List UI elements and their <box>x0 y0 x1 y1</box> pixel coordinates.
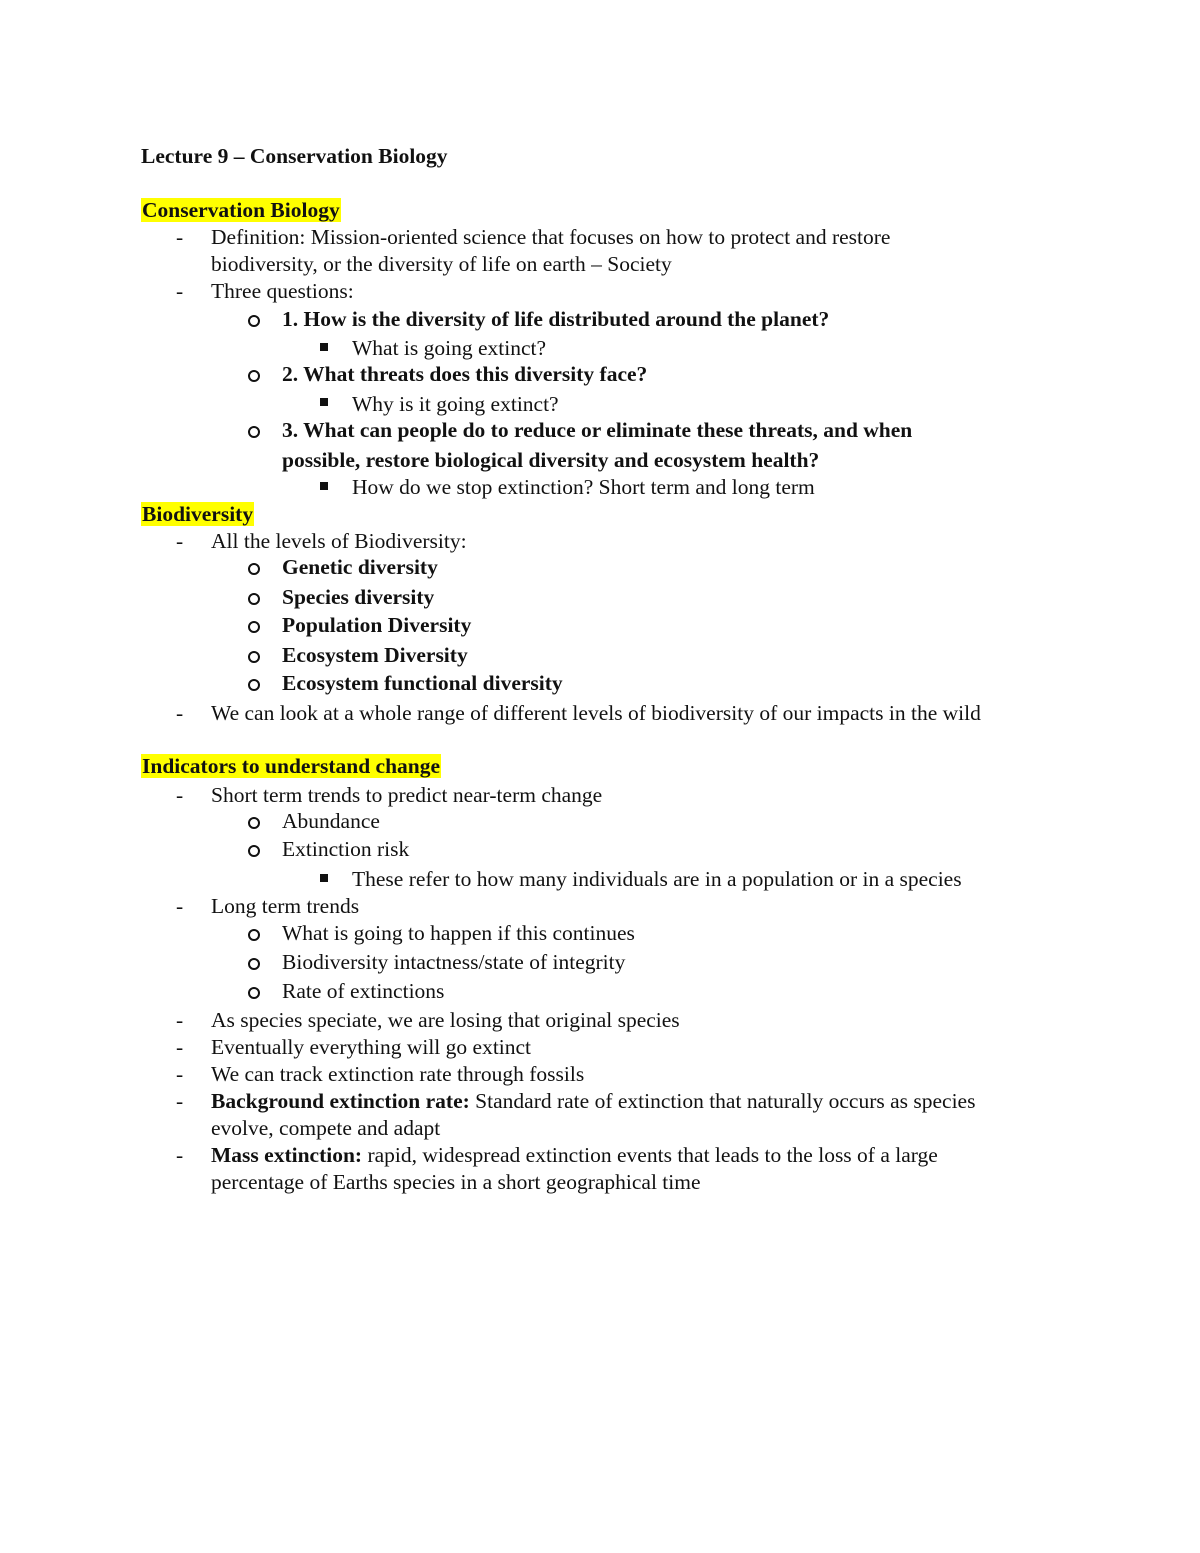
question-2: 2. What threats does this diversity face? <box>282 362 648 386</box>
circle-bullet-icon <box>248 817 260 829</box>
biodiversity-level: Genetic diversity <box>282 555 438 579</box>
list-item: Long term trends <box>211 894 360 918</box>
dash-bullet: - <box>176 1035 184 1059</box>
list-item: All the levels of Biodiversity: <box>211 529 467 553</box>
list-item: Eventually everything will go extinct <box>211 1035 532 1059</box>
list-item-continuation: biodiversity, or the diversity of life on earth – Society <box>211 252 672 276</box>
sub-item: How do we stop extinction? Short term and long term <box>352 475 815 499</box>
term: Background extinction rate: <box>211 1089 470 1113</box>
dash-bullet: - <box>176 894 184 918</box>
list-item: Definition: Mission-oriented science that focuses on how to protect and restore <box>211 225 891 249</box>
section-heading-indicators: Indicators to understand change <box>142 754 441 778</box>
section-heading-biodiversity: Biodiversity <box>142 502 254 526</box>
dash-bullet: - <box>176 1062 184 1086</box>
term: Mass extinction: <box>211 1143 363 1167</box>
sub-sub-item: These refer to how many individuals are in a population or in a species <box>352 867 962 891</box>
square-bullet-icon <box>320 482 328 490</box>
circle-bullet-icon <box>248 987 260 999</box>
sub-item: Rate of extinctions <box>282 979 445 1003</box>
sub-item: What is going to happen if this continues <box>282 921 635 945</box>
page-title: Lecture 9 – Conservation Biology <box>141 144 448 168</box>
circle-bullet-icon <box>248 958 260 970</box>
dash-bullet: - <box>176 783 184 807</box>
section-heading-conservation-biology: Conservation Biology <box>142 198 340 222</box>
sub-item: What is going extinct? <box>352 336 547 360</box>
dash-bullet: - <box>176 529 184 553</box>
circle-bullet-icon <box>248 621 260 633</box>
biodiversity-level: Ecosystem Diversity <box>282 643 468 667</box>
circle-bullet-icon <box>248 845 260 857</box>
square-bullet-icon <box>320 874 328 882</box>
dash-bullet: - <box>176 279 184 303</box>
list-item: We can look at a whole range of different levels of biodiversity of our impacts in the wild <box>211 701 981 725</box>
definition-text: Standard rate of extinction that naturally occurs as species <box>469 1089 976 1113</box>
definition-continuation: percentage of Earths species in a short geographical time <box>211 1170 701 1194</box>
sub-item: Why is it going extinct? <box>352 392 559 416</box>
question-3-continuation: possible, restore biological diversity and ecosystem health? <box>282 448 820 472</box>
definition-background-extinction <box>211 1087 975 1115</box>
dash-bullet: - <box>176 1089 184 1113</box>
biodiversity-level: Ecosystem functional diversity <box>282 671 563 695</box>
definition-continuation: evolve, compete and adapt <box>211 1116 441 1140</box>
sub-item: Abundance <box>282 809 380 833</box>
circle-bullet-icon <box>248 426 260 438</box>
definition-mass-extinction <box>211 1141 938 1169</box>
question-1: 1. How is the diversity of life distributed around the planet? <box>282 307 830 331</box>
dash-bullet: - <box>176 701 184 725</box>
circle-bullet-icon <box>248 370 260 382</box>
circle-bullet-icon <box>248 315 260 327</box>
circle-bullet-icon <box>248 929 260 941</box>
circle-bullet-icon <box>248 679 260 691</box>
list-item: Three questions: <box>211 279 354 303</box>
circle-bullet-icon <box>248 563 260 575</box>
circle-bullet-icon <box>248 651 260 663</box>
question-3: 3. What can people do to reduce or eliminate these threats, and when <box>282 418 913 442</box>
list-item: We can track extinction rate through fossils <box>211 1062 585 1086</box>
dash-bullet: - <box>176 1143 184 1167</box>
biodiversity-level: Species diversity <box>282 585 435 609</box>
sub-item: Biodiversity intactness/state of integrity <box>282 950 626 974</box>
sub-item: Extinction risk <box>282 837 410 861</box>
list-item: Short term trends to predict near-term change <box>211 783 603 807</box>
dash-bullet: - <box>176 1008 184 1032</box>
square-bullet-icon <box>320 398 328 406</box>
definition-text: rapid, widespread extinction events that leads to the loss of a large <box>362 1143 938 1167</box>
circle-bullet-icon <box>248 593 260 605</box>
list-item: As species speciate, we are losing that original species <box>211 1008 680 1032</box>
biodiversity-level: Population Diversity <box>282 613 472 637</box>
square-bullet-icon <box>320 343 328 351</box>
dash-bullet: - <box>176 225 184 249</box>
